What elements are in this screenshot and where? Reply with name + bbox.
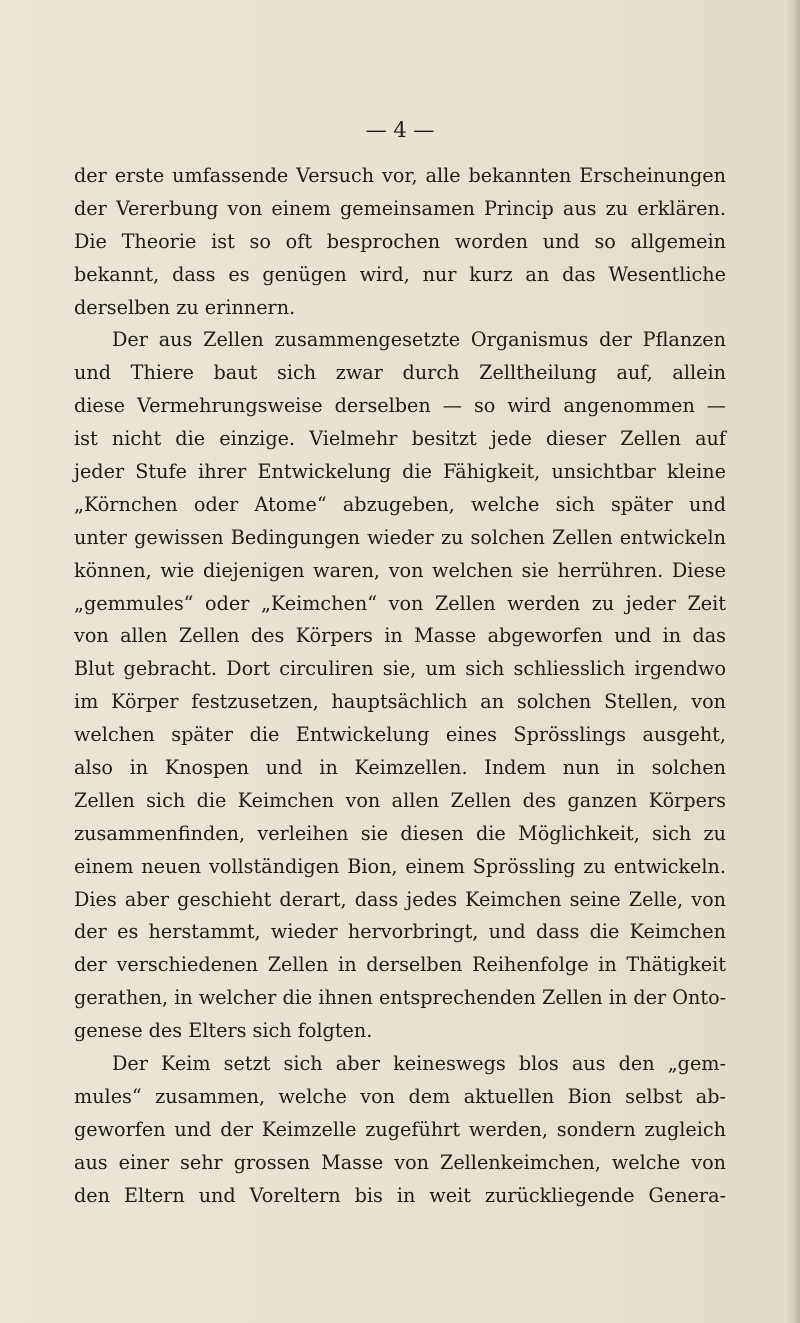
text-line: „Körnchen oder Atome“ abzugeben, welche sich später und xyxy=(74,492,726,516)
text-line: Zellen sich die Keimchen von allen Zellen des ganzen Körpers xyxy=(74,788,726,812)
text-line: „gemmules“ oder „Keimchen“ von Zellen werden zu jeder Zeit xyxy=(74,591,726,615)
text-line: einem neuen vollständigen Bion, einem Sprössling zu entwickeln. xyxy=(74,854,726,878)
text-line: derselben zu erinnern. xyxy=(74,295,296,319)
text-line: den Eltern und Voreltern bis in weit zurückliegende Genera- xyxy=(74,1183,726,1207)
text-line: jeder Stufe ihrer Entwickelung die Fähigkeit, unsichtbar kleine xyxy=(74,460,726,484)
text-line: ist nicht die einzige. Vielmehr besitzt jede dieser Zellen auf xyxy=(74,427,726,451)
text-line: genese des Elters sich folgten. xyxy=(74,1019,373,1043)
text-line: Blut gebracht. Dort circuliren sie, um sich schliesslich irgendwo xyxy=(74,657,726,681)
text-line: diese Vermehrungsweise derselben — so wird angenommen — xyxy=(74,394,726,418)
text-line: aus einer sehr grossen Masse von Zellenkeimchen, welche von xyxy=(74,1150,726,1174)
page-edge-shadow xyxy=(786,0,800,1323)
text-line: also in Knospen und in Keimzellen. Indem nun in solchen xyxy=(74,756,726,780)
text-line: Der Keim setzt sich aber keineswegs blos aus den „gem- xyxy=(112,1052,726,1076)
text-line: welchen später die Entwickelung eines Sprösslings ausgeht, xyxy=(74,723,726,747)
text-line: Dies aber geschieht derart, dass jedes Keimchen seine Zelle, von xyxy=(74,887,726,911)
text-line: im Körper festzusetzen, hauptsächlich an solchen Stellen, von xyxy=(74,690,726,714)
text-line: der Vererbung von einem gemeinsamen Princip aus zu erklären. xyxy=(74,196,726,220)
text-line: der erste umfassende Versuch vor, alle bekannten Erscheinungen xyxy=(74,164,726,187)
body-text xyxy=(74,160,726,1213)
text-line: der verschiedenen Zellen in derselben Reihenfolge in Thätigkeit xyxy=(74,953,726,977)
text-line: bekannt, dass es genügen wird, nur kurz an das Wesentliche xyxy=(74,262,726,286)
text-line: können, wie diejenigen waren, von welchen sie herrühren. Diese xyxy=(74,558,726,582)
text-line: Der aus Zellen zusammengesetzte Organismus der Pflanzen xyxy=(112,328,726,352)
text-line: gerathen, in welcher die ihnen entsprechenden Zellen in der Onto- xyxy=(74,986,727,1010)
text-line: zusammenfinden, verleihen sie diesen die Möglichkeit, sich zu xyxy=(74,821,726,845)
text-line: mules“ zusammen, welche von dem aktuellen Bion selbst ab- xyxy=(74,1084,726,1108)
text-line: der es herstammt, wieder hervorbringt, und dass die Keimchen xyxy=(74,920,726,944)
page-number: — 4 — xyxy=(365,118,435,142)
text-line: geworfen und der Keimzelle zugeführt werden, sondern zugleich xyxy=(74,1117,726,1141)
text-line: und Thiere baut sich zwar durch Zelltheilung auf, allein xyxy=(74,361,726,385)
text-line: von allen Zellen des Körpers in Masse abgeworfen und in das xyxy=(74,624,726,648)
text-line: Die Theorie ist so oft besprochen worden und so allgemein xyxy=(74,229,726,253)
text-line: unter gewissen Bedingungen wieder zu solchen Zellen entwickeln xyxy=(74,525,726,549)
